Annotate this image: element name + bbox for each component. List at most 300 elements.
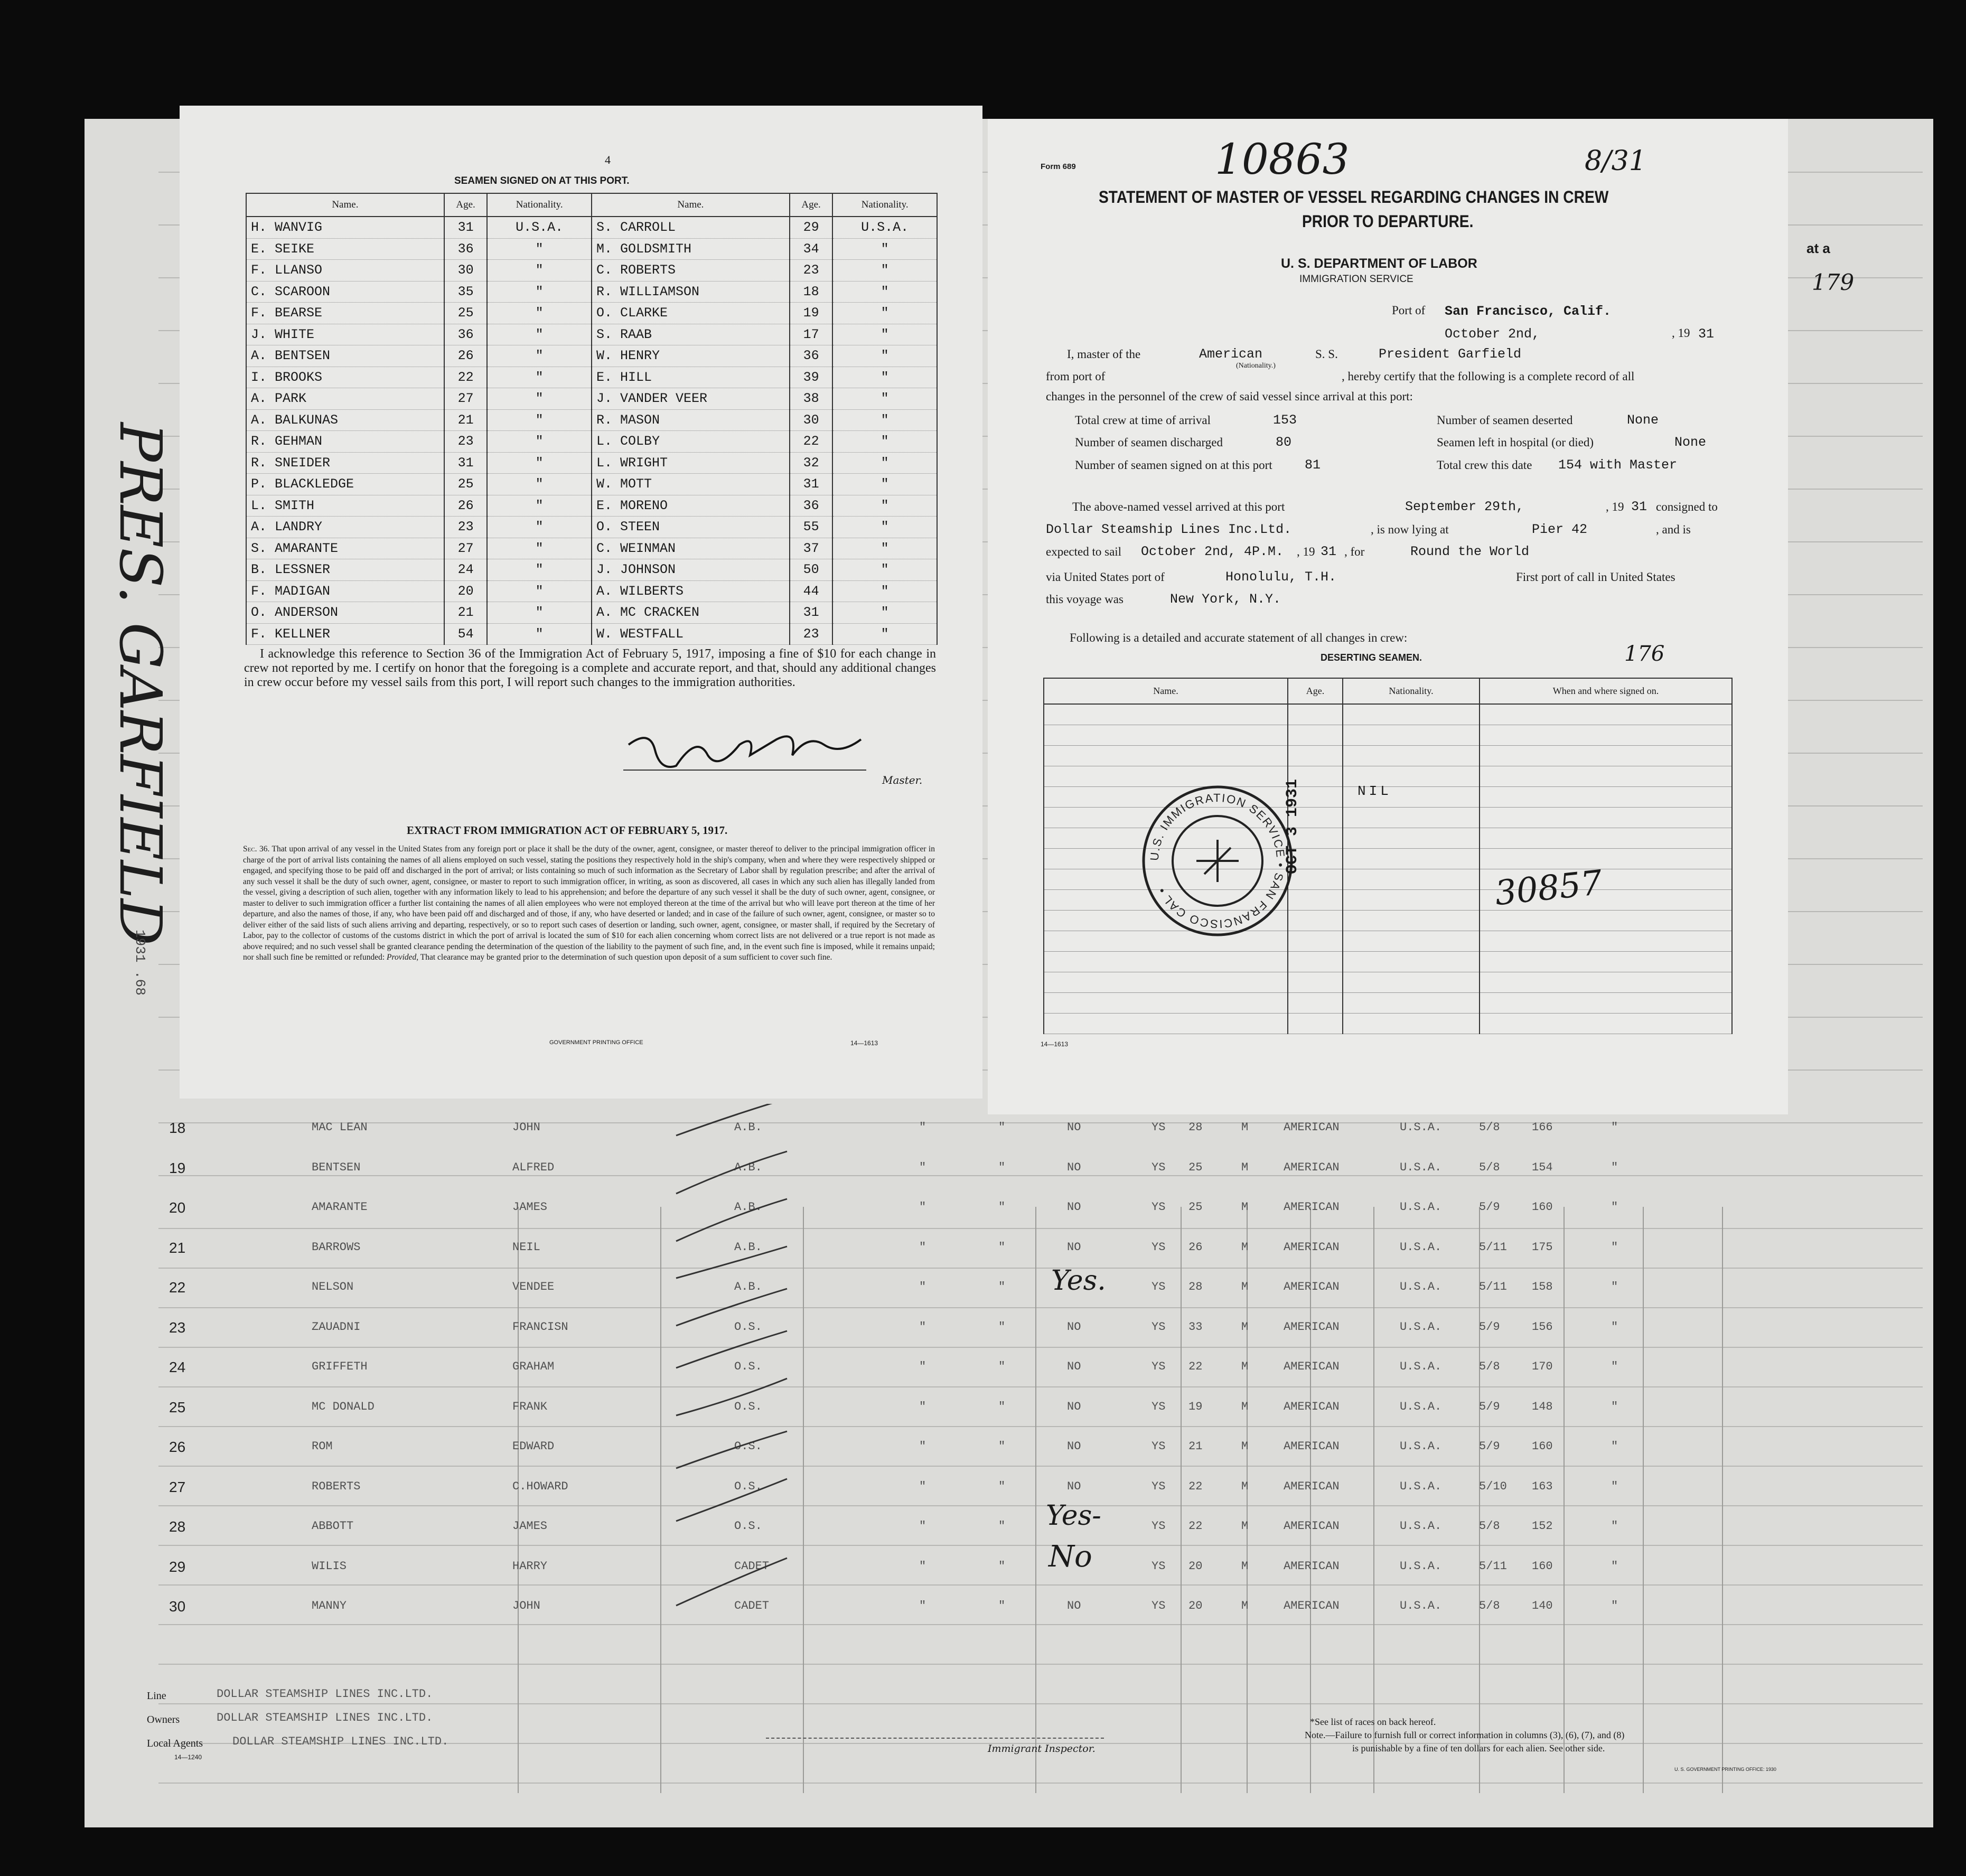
handwritten-yes-1: Yes. (1051, 1265, 1106, 1297)
manifest-ditto: " (998, 1280, 1006, 1293)
manifest-ht: 5/8 (1479, 1360, 1500, 1373)
manifest-rating: A.B. (734, 1160, 762, 1174)
statement-title-2: PRIOR TO DEPARTURE. (1302, 212, 1474, 231)
deserted-label: Number of seamen deserted (1437, 414, 1573, 427)
bottom-printer: U. S. GOVERNMENT PRINTING OFFICE: 1930 (1674, 1767, 1776, 1772)
deserting-heading: DESERTING SEAMEN. (1321, 652, 1422, 663)
manifest-surname: AMARANTE (312, 1200, 368, 1214)
manifest-ditto: " (998, 1200, 1006, 1214)
crew-nationality: " (832, 559, 937, 581)
manifest-mark: NO (1067, 1200, 1081, 1214)
crew-row (246, 580, 937, 602)
manifest-sex: M (1241, 1440, 1249, 1453)
crew-age: 38 (790, 388, 833, 410)
deserting-cell (1480, 787, 1732, 808)
row-number: 24 (169, 1359, 186, 1375)
manifest-ditto: " (919, 1519, 926, 1533)
crew-nationality: " (832, 281, 937, 303)
manifest-race: AMERICAN (1284, 1160, 1340, 1174)
col-age-2: Age. (790, 193, 833, 217)
manifest-age: 20 (1188, 1559, 1203, 1573)
crew-row (246, 324, 937, 345)
manifest-ht: 5/8 (1479, 1519, 1500, 1533)
deserting-row (1044, 725, 1732, 746)
col-nationality: Nationality. (487, 193, 592, 217)
crew-age: 31 (790, 474, 833, 495)
crew-age: 54 (444, 623, 488, 645)
manifest-rating: A.B. (734, 1200, 762, 1214)
crew-age: 36 (790, 345, 833, 367)
manifest-sex: M (1241, 1519, 1249, 1533)
crew-row (246, 452, 937, 474)
manifest-ditto: " (1611, 1599, 1618, 1612)
right-form-code: 14—1613 (1041, 1040, 1069, 1048)
deserting-row (1044, 952, 1732, 972)
manifest-wt: 148 (1532, 1400, 1553, 1413)
signed-on-label: Number of seamen signed on at this port (1075, 458, 1272, 472)
destination: Round the World (1410, 544, 1530, 559)
inspector-label: Immigrant Inspector. (988, 1743, 1096, 1755)
crew-nationality: " (832, 517, 937, 538)
manifest-wt: 166 (1532, 1121, 1553, 1134)
manifest-wt: 160 (1532, 1440, 1553, 1453)
manifest-ys: YS (1151, 1519, 1166, 1533)
manifest-ys: YS (1151, 1599, 1166, 1612)
handwritten-date-corner: 8/31 (1585, 145, 1646, 177)
via-port: Honolulu, T.H. (1225, 569, 1337, 585)
row-number: 22 (169, 1279, 186, 1296)
manifest-nat: U.S.A. (1400, 1360, 1442, 1373)
deserting-cell (1480, 952, 1732, 972)
manifest-given: C.HOWARD (512, 1479, 568, 1493)
crew-row (246, 345, 937, 367)
crew-row (246, 281, 937, 303)
deserting-cell (1044, 704, 1288, 725)
manifest-wt: 170 (1532, 1360, 1553, 1373)
manifest-mark: NO (1067, 1400, 1081, 1413)
manifest-age: 33 (1188, 1320, 1203, 1334)
crew-age: 18 (790, 281, 833, 303)
manifest-surname: GRIFFETH (312, 1360, 368, 1373)
manifest-mark: NO (1067, 1160, 1081, 1174)
acknowledgement-text: I acknowledge this reference to Section 36 of the Immigration Act of February 5, 1917, imposing a fine of $10 for each change in crew not reported by me. I certify on honor that the foregoing is a complete and accurate report, and that, should any additional changes in crew occur before my vessel sails from this port, I will report such changes to the immigration authorities. (244, 647, 936, 689)
manifest-nat: U.S.A. (1400, 1121, 1442, 1134)
manifest-surname: WILIS (312, 1559, 347, 1573)
crew-age: 22 (444, 367, 488, 388)
manifest-ditto: " (919, 1280, 926, 1293)
manifest-rating: O.S. (734, 1320, 762, 1334)
signed-on-heading: SEAMEN SIGNED ON AT THIS PORT. (454, 175, 630, 186)
manifest-surname: ROM (312, 1440, 333, 1453)
crew-age: 24 (444, 559, 488, 581)
crew-age: 25 (444, 303, 488, 324)
statement-title-1: STATEMENT OF MASTER OF VESSEL REGARDING CHANGES IN CREW (1099, 187, 1609, 207)
deserting-cell (1343, 808, 1480, 828)
crew-nationality: " (487, 324, 592, 345)
crew-row (246, 538, 937, 559)
deserting-cell (1343, 890, 1480, 911)
manifest-surname: ZAUADNI (312, 1320, 361, 1334)
deserting-cell (1480, 911, 1732, 931)
bottom-form-code: 14—1240 (174, 1753, 202, 1761)
discharged-label: Number of seamen discharged (1075, 436, 1223, 449)
manifest-surname: MAC LEAN (312, 1121, 368, 1134)
at-a-label: at a (1806, 240, 1830, 256)
manifest-ditto: " (919, 1559, 926, 1573)
crew-name: W. MOTT (592, 474, 790, 495)
manifest-ditto: " (998, 1320, 1006, 1334)
left-printer: GOVERNMENT PRINTING OFFICE (549, 1039, 643, 1046)
crew-age: 21 (444, 602, 488, 624)
statement-of-master-page (988, 119, 1788, 1114)
margin-number: 1931 .68 (132, 930, 148, 996)
manifest-sex: M (1241, 1160, 1249, 1174)
crew-age: 31 (444, 452, 488, 474)
crew-name: S. AMARANTE (246, 538, 444, 559)
manifest-ys: YS (1151, 1280, 1166, 1293)
crew-age: 34 (790, 238, 833, 260)
manifest-ht: 5/11 (1479, 1280, 1507, 1293)
row-number: 18 (169, 1120, 186, 1136)
signed-on-value: 81 (1305, 457, 1321, 473)
deserting-cell (1044, 952, 1288, 972)
manifest-ditto: " (1611, 1519, 1618, 1533)
crew-age: 31 (790, 602, 833, 624)
manifest-rating: O.S. (734, 1360, 762, 1373)
manifest-sex: M (1241, 1479, 1249, 1493)
deserting-cell (1288, 952, 1343, 972)
signed-on-table (246, 193, 938, 645)
manifest-wt: 154 (1532, 1160, 1553, 1174)
deserting-cell (1343, 746, 1480, 766)
crew-row (246, 260, 937, 282)
crew-nationality: " (487, 495, 592, 517)
manifest-wt: 152 (1532, 1519, 1553, 1533)
handwritten-file-number: 10863 (1215, 135, 1350, 184)
deserting-cell (1480, 993, 1732, 1014)
expected-label: expected to sail (1046, 545, 1122, 558)
deserting-cell (1343, 828, 1480, 849)
manifest-nat: U.S.A. (1400, 1559, 1442, 1573)
crew-age: 25 (444, 474, 488, 495)
deserting-cell (1288, 1014, 1343, 1034)
crew-name: S. RAAB (592, 324, 790, 345)
crew-age: 23 (444, 431, 488, 453)
manifest-surname: ROBERTS (312, 1479, 361, 1493)
manifest-ditto: " (919, 1160, 926, 1174)
row-number: 27 (169, 1478, 186, 1495)
deserting-cell (1044, 746, 1288, 766)
crew-age: 26 (444, 345, 488, 367)
crew-age: 22 (790, 431, 833, 453)
via-label: via United States port of (1046, 570, 1165, 584)
manifest-ditto: " (998, 1240, 1006, 1254)
crew-nationality: " (487, 474, 592, 495)
crew-nationality: " (832, 602, 937, 624)
crew-nationality: " (832, 409, 937, 431)
manifest-ditto: " (998, 1599, 1006, 1612)
agents-value: DOLLAR STEAMSHIP LINES INC.LTD. (232, 1735, 449, 1748)
deserting-row (1044, 972, 1732, 993)
manifest-rating: O.S. (734, 1519, 762, 1533)
manifest-ys: YS (1151, 1440, 1166, 1453)
manifest-ditto: " (998, 1160, 1006, 1174)
manifest-mark: NO (1067, 1121, 1081, 1134)
crew-age: 36 (444, 238, 488, 260)
manifest-ditto: " (998, 1479, 1006, 1493)
manifest-sex: M (1241, 1599, 1249, 1612)
year-value: 31 (1698, 326, 1715, 342)
manifest-ditto: " (998, 1400, 1006, 1413)
corner-number: 179 (1812, 269, 1855, 295)
crew-nationality: " (832, 388, 937, 410)
port-value: San Francisco, Calif. (1445, 304, 1612, 319)
stamp-date: OCT 3 1931 (1284, 778, 1302, 874)
manifest-ditto: " (1611, 1320, 1618, 1334)
changes-line: changes in the personnel of the crew of said vessel since arrival at this port: (1046, 390, 1413, 403)
pier-value: Pier 42 (1532, 522, 1588, 537)
deserting-cell (1480, 704, 1732, 725)
crew-nationality: " (832, 431, 937, 453)
manifest-ditto: " (919, 1479, 926, 1493)
crew-row (246, 602, 937, 624)
discharged-value: 80 (1276, 435, 1292, 450)
crew-nationality: " (487, 281, 592, 303)
crew-age: 17 (790, 324, 833, 345)
crew-age: 55 (790, 517, 833, 538)
manifest-rating: O.S. (734, 1400, 762, 1413)
manifest-ys: YS (1151, 1160, 1166, 1174)
row-number: 26 (169, 1439, 186, 1455)
total-date-value: 154 with Master (1558, 457, 1678, 473)
manifest-ht: 5/10 (1479, 1479, 1507, 1493)
crew-row (246, 474, 937, 495)
crew-row (246, 238, 937, 260)
desert-col-name: Name. (1044, 678, 1288, 704)
manifest-wt: 175 (1532, 1240, 1553, 1254)
row-number: 29 (169, 1558, 186, 1575)
manifest-ditto: " (919, 1599, 926, 1612)
crew-nationality: " (832, 580, 937, 602)
manifest-race: AMERICAN (1284, 1280, 1340, 1293)
crew-age: 36 (790, 495, 833, 517)
crew-name: L. COLBY (592, 431, 790, 453)
manifest-ditto: " (919, 1360, 926, 1373)
manifest-ditto: " (1611, 1479, 1618, 1493)
manifest-ditto: " (1611, 1240, 1618, 1254)
manifest-race: AMERICAN (1284, 1320, 1340, 1334)
crew-age: 19 (790, 303, 833, 324)
crew-age: 26 (444, 495, 488, 517)
crew-name: E. MORENO (592, 495, 790, 517)
manifest-wt: 156 (1532, 1320, 1553, 1334)
manifest-race: AMERICAN (1284, 1559, 1340, 1573)
manifest-ys: YS (1151, 1479, 1166, 1493)
crew-nationality: " (832, 538, 937, 559)
deserting-cell (1343, 869, 1480, 890)
crew-name: R. MASON (592, 409, 790, 431)
deserting-cell (1343, 725, 1480, 746)
manifest-age: 26 (1188, 1240, 1203, 1254)
deserting-cell (1343, 1014, 1480, 1034)
manifest-nat: U.S.A. (1400, 1320, 1442, 1334)
handwritten-no: No (1048, 1540, 1092, 1574)
crew-nationality: " (832, 260, 937, 282)
crew-age: 39 (790, 367, 833, 388)
crew-nationality: U.S.A. (487, 217, 592, 238)
consigned-label: consigned to (1656, 500, 1718, 513)
arrived-label: The above-named vessel arrived at this port (1072, 500, 1285, 513)
manifest-given: NEIL (512, 1240, 540, 1254)
crew-name: R. SNEIDER (246, 452, 444, 474)
manifest-given: FRANK (512, 1400, 548, 1413)
owners-value: DOLLAR STEAMSHIP LINES INC.LTD. (217, 1711, 433, 1724)
deserting-cell (1288, 972, 1343, 993)
crew-nationality: U.S.A. (832, 217, 937, 238)
manifest-sex: M (1241, 1200, 1249, 1214)
manifest-ditto: " (919, 1320, 926, 1334)
arrived-date: September 29th, (1405, 499, 1524, 514)
from-port-label: from port of (1046, 370, 1106, 383)
manifest-age: 22 (1188, 1519, 1203, 1533)
manifest-wt: 140 (1532, 1599, 1553, 1612)
manifest-ditto: " (919, 1121, 926, 1134)
manifest-mark: NO (1067, 1440, 1081, 1453)
crew-nationality: " (487, 623, 592, 645)
extract-text (243, 844, 935, 963)
handwritten-176: 176 (1624, 642, 1665, 666)
manifest-ht: 5/9 (1479, 1200, 1500, 1214)
manifest-ht: 5/8 (1479, 1121, 1500, 1134)
manifest-ditto: " (1611, 1360, 1618, 1373)
crew-name: J. VANDER VEER (592, 388, 790, 410)
deserting-cell (1044, 725, 1288, 746)
col-age: Age. (444, 193, 488, 217)
crew-nationality: " (832, 367, 937, 388)
sail-year-prefix: , 19 (1297, 545, 1315, 558)
manifest-rating: CADET (734, 1559, 770, 1573)
manifest-surname: BARROWS (312, 1240, 361, 1254)
manifest-wt: 158 (1532, 1280, 1553, 1293)
nationality-value: American (1199, 346, 1263, 362)
crew-row (246, 495, 937, 517)
handwritten-yes-2: Yes- (1046, 1500, 1101, 1532)
manifest-given: GRAHAM (512, 1360, 555, 1373)
for-label: , for (1344, 545, 1365, 558)
crew-age: 50 (790, 559, 833, 581)
manifest-given: VENDEE (512, 1280, 555, 1293)
page-number: 4 (605, 153, 611, 166)
crew-row (246, 388, 937, 410)
crew-name: R. WILLIAMSON (592, 281, 790, 303)
manifest-ys: YS (1151, 1400, 1166, 1413)
manifest-mark: NO (1067, 1320, 1081, 1334)
crew-name: F. KELLNER (246, 623, 444, 645)
deserting-cell (1288, 725, 1343, 746)
stamp-ring-text: U.S. IMMIGRATION SERVICE • SAN FRANCISCO CAL • (1147, 791, 1288, 931)
crew-nationality: " (487, 538, 592, 559)
manifest-surname: MC DONALD (312, 1400, 375, 1413)
date-value: October 2nd, (1445, 326, 1540, 342)
crew-nationality: " (487, 517, 592, 538)
master-of-the-label: I, master of the (1067, 348, 1141, 361)
deserting-cell (1044, 993, 1288, 1014)
checkmarks (671, 1104, 808, 1611)
total-crew-value: 153 (1273, 412, 1297, 428)
crew-nationality: " (487, 388, 592, 410)
manifest-ditto: " (1611, 1160, 1618, 1174)
manifest-given: EDWARD (512, 1440, 555, 1453)
sail-year: 31 (1321, 544, 1337, 559)
manifest-ht: 5/11 (1479, 1559, 1507, 1573)
crew-nationality: " (487, 580, 592, 602)
manifest-ditto: " (1611, 1440, 1618, 1453)
manifest-nat: U.S.A. (1400, 1240, 1442, 1254)
col-nationality-2: Nationality. (832, 193, 937, 217)
manifest-mark: NO (1067, 1479, 1081, 1493)
manifest-ditto: " (919, 1440, 926, 1453)
crew-age: 44 (790, 580, 833, 602)
manifest-surname: MANNY (312, 1599, 347, 1612)
deserting-cell (1288, 704, 1343, 725)
manifest-ditto: " (1611, 1121, 1618, 1134)
crew-name: F. LLANSO (246, 260, 444, 282)
manifest-ditto: " (998, 1440, 1006, 1453)
crew-age: 35 (444, 281, 488, 303)
manifest-age: 19 (1188, 1400, 1203, 1413)
crew-row (246, 367, 937, 388)
crew-age: 23 (444, 517, 488, 538)
crew-nationality: " (487, 260, 592, 282)
manifest-rating: A.B. (734, 1280, 762, 1293)
crew-age: 27 (444, 388, 488, 410)
crew-name: O. CLARKE (592, 303, 790, 324)
crew-name: A. MC CRACKEN (592, 602, 790, 624)
manifest-given: ALFRED (512, 1160, 555, 1174)
manifest-mark: NO (1067, 1599, 1081, 1612)
manifest-ys: YS (1151, 1121, 1166, 1134)
crew-row (246, 623, 937, 645)
manifest-given: FRANCISN (512, 1320, 568, 1334)
manifest-nat: U.S.A. (1400, 1479, 1442, 1493)
manifest-race: AMERICAN (1284, 1121, 1340, 1134)
crew-age: 32 (790, 452, 833, 474)
deserting-cell (1288, 746, 1343, 766)
manifest-wt: 163 (1532, 1479, 1553, 1493)
sec-label: Sec. 36. (243, 845, 270, 853)
row-number: 28 (169, 1518, 186, 1535)
manifest-race: AMERICAN (1284, 1360, 1340, 1373)
total-crew-label: Total crew at time of arrival (1075, 414, 1211, 427)
crew-name: C. ROBERTS (592, 260, 790, 282)
crew-age: 36 (444, 324, 488, 345)
nil-entry: NIL (1358, 783, 1392, 799)
crew-row (246, 409, 937, 431)
manifest-ys: YS (1151, 1200, 1166, 1214)
manifest-ys: YS (1151, 1559, 1166, 1573)
note-races: *See list of races on back hereof. (1310, 1716, 1436, 1727)
and-is-label: , and is (1656, 523, 1691, 536)
inspector-line (766, 1738, 1104, 1739)
manifest-race: AMERICAN (1284, 1479, 1340, 1493)
deserting-row (1044, 993, 1732, 1014)
manifest-race: AMERICAN (1284, 1440, 1340, 1453)
manifest-nat: U.S.A. (1400, 1519, 1442, 1533)
manifest-rating: A.B. (734, 1121, 762, 1134)
deserting-row (1044, 1014, 1732, 1034)
manifest-age: 25 (1188, 1200, 1203, 1214)
crew-age: 30 (790, 409, 833, 431)
